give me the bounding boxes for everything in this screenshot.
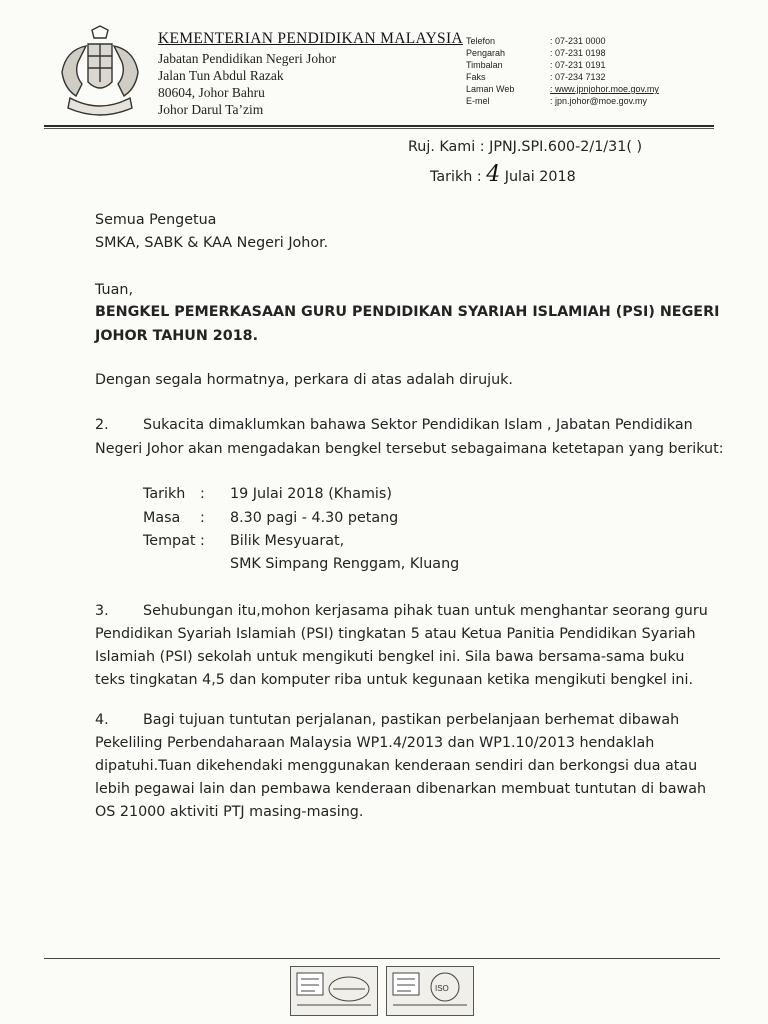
contact-row [466,48,726,60]
letterhead-divider [44,125,714,127]
contact-value: : 07-231 0000 [550,36,606,46]
detail-value: SMK Simpang Renggam, Kluang [230,556,460,572]
address-line: Jabatan Pendidikan Negeri Johor [158,51,337,66]
detail-value: 8.30 pagi - 4.30 petang [230,510,399,526]
iso-certification-logo [386,966,474,1016]
date-line [430,162,576,187]
contact-label: Pengarah [466,48,506,58]
date-label: Tarikh : [430,169,482,185]
subject-line: BENGKEL PEMERKASAAN GURU PENDIDIKAN SYARIAH ISLAMIAH (PSI) NEGERI [95,304,720,320]
ministry-name: KEMENTERIAN PENDIDIKAN MALAYSIA [158,30,463,47]
contact-row [466,36,726,48]
address-line: 80604, Johor Bahru [158,85,265,100]
paragraph-line: Sukacita dimaklumkan bahawa Sektor Pendidikan Islam , Jabatan Pendidikan [143,417,693,433]
website-link[interactable]: : www.jpnjohor.moe.gov.my [550,84,659,94]
detail-separator: : [200,533,205,549]
paragraph-line: OS 21000 aktiviti PTJ masing-masing. [95,804,364,820]
contact-value: : 07-231 0198 [550,48,606,58]
svg-text:ISO: ISO [435,984,449,993]
contact-value: : 07-231 0191 [550,60,606,70]
contact-label: Timbalan [466,60,503,70]
contact-value: : 07-234 7132 [550,72,606,82]
paragraph-line: teks tingkatan 4,5 dan komputer riba untuk kegunaan ketika mengikuti bengkel ini. [95,672,693,688]
paragraph-number: 4. [95,712,109,728]
detail-separator: : [200,486,205,502]
paragraph-line: Islamiah (PSI) sekolah untuk mengikuti bengkel ini. Sila bawa bersama-sama buku [95,649,685,665]
contact-row [466,72,726,84]
recipient-line: SMKA, SABK & KAA Negeri Johor. [95,235,329,251]
detail-label: Tarikh [143,486,186,502]
address-line: Jalan Tun Abdul Razak [158,68,284,83]
paragraph-number: 2. [95,417,109,433]
paragraph-line: Pekeliling Perbendaharaan Malaysia WP1.4/2013 dan WP1.10/2013 hendaklah [95,735,655,751]
contact-label: Telefon [466,36,496,46]
subject-line: JOHOR TAHUN 2018. [95,328,259,344]
paragraph-line: Pendidikan Syariah Islamiah (PSI) tingkatan 5 atau Ketua Panitia Pendidikan Syariah [95,626,696,642]
email-link[interactable]: : jpn.johor@moe.gov.my [550,96,648,106]
paragraph-line: dipatuhi.Tuan dikehendaki menggunakan kenderaan sendiri dan berkongsi dua atau [95,758,698,774]
detail-value: 19 Julai 2018 (Khamis) [230,486,392,502]
quality-certification-logo [290,966,378,1016]
contact-row [466,84,726,96]
detail-separator: : [200,510,205,526]
contact-label: Faks [466,72,486,82]
intro-paragraph: Dengan segala hormatnya, perkara di atas adalah dirujuk. [95,372,513,388]
reference-number: Ruj. Kami : JPNJ.SPI.600-2/1/31( ) [408,139,643,155]
paragraph-line: Bagi tujuan tuntutan perjalanan, pastikan perbelanjaan berhemat dibawah [143,712,680,728]
paragraph-line: lebih pegawai lain dan pembawa kenderaan dibenarkan membuat tuntutan di bawah [95,781,707,797]
footer-divider [44,958,720,959]
detail-label: Tempat [143,533,196,549]
paragraph-line: Sehubungan itu,mohon kerjasama pihak tuan untuk menghantar seorang guru [143,603,708,619]
salutation: Tuan, [95,282,133,298]
paragraph-line: Negeri Johor akan mengadakan bengkel tersebut sebagaimana ketetapan yang berikut: [95,441,724,457]
recipient-line: Semua Pengetua [95,212,217,228]
detail-value: Bilik Mesyuarat, [230,533,345,549]
address-line: Johor Darul Ta’zim [158,102,264,117]
paragraph-number: 3. [95,603,109,619]
coat-of-arms-logo [52,24,148,124]
contact-label: Laman Web [466,84,515,94]
contact-label: E-mel [466,96,490,106]
letterhead-divider [44,128,714,129]
contact-row [466,96,726,108]
date-month-year: Julai 2018 [504,169,576,185]
contact-row [466,60,726,72]
handwritten-day: 4 [486,162,501,187]
detail-label: Masa [143,510,181,526]
